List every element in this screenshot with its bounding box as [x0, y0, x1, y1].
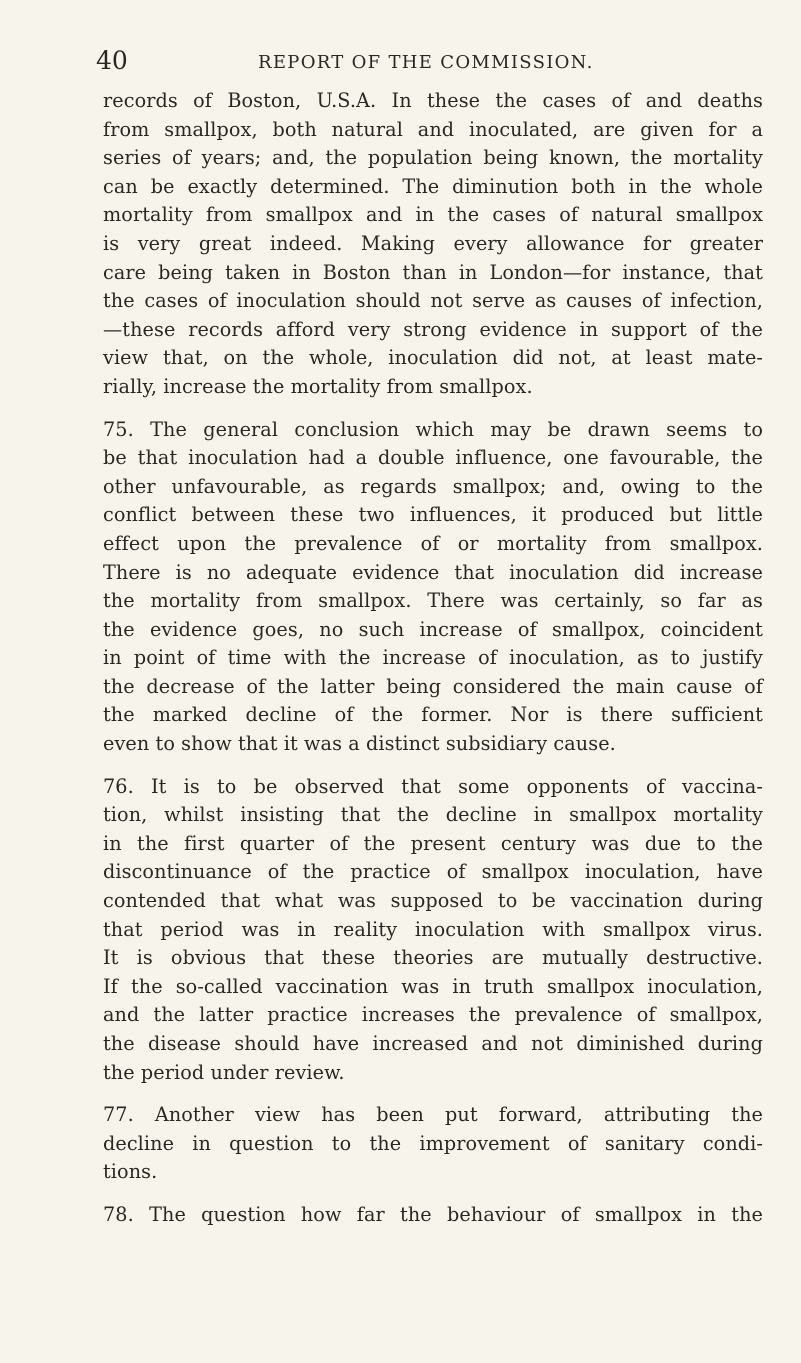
- text-line: care being taken in Boston than in London—for instance, that: [103, 260, 763, 284]
- text-line: the cases of inoculation should not serve as causes of infection,: [103, 289, 763, 313]
- text-line: —these records afford very strong evidence in support of the: [103, 317, 763, 341]
- text-line: in point of time with the increase of inoculation, as to justify: [103, 646, 763, 670]
- text-line: 75. The general conclusion which may be drawn seems to: [103, 417, 763, 441]
- text-line: records of Boston, U.S.A. In these the cases of and deaths: [103, 89, 763, 112]
- page-number: 40: [96, 46, 128, 75]
- text-line: contended that what was supposed to be vaccination during: [103, 889, 763, 913]
- page-header: [0, 46, 801, 86]
- text-line: is very great indeed. Making every allowance for greater: [103, 231, 763, 255]
- text-line: It is obvious that these theories are mutually destructive.: [103, 946, 763, 970]
- text-line: mortality from smallpox and in the cases of natural smallpox: [103, 203, 763, 227]
- text-line: tions.: [103, 1160, 158, 1184]
- text-line: 78. The question how far the behaviour of smallpox in the: [103, 1202, 763, 1226]
- text-line: There is no adequate evidence that inoculation did increase: [103, 560, 763, 584]
- text-line: and the latter practice increases the prevalence of smallpox,: [103, 1003, 763, 1027]
- text-line: even to show that it was a distinct subsidiary cause.: [103, 732, 616, 756]
- text-line: series of years; and, the population being known, the mortality: [103, 146, 763, 170]
- text-line: conflict between these two influences, it produced but little: [103, 503, 763, 527]
- text-line: decline in question to the improvement of sanitary condi-: [103, 1131, 763, 1155]
- text-line: the marked decline of the former. Nor is there sufficient: [103, 703, 763, 727]
- text-line: from smallpox, both natural and inoculated, are given for a: [103, 117, 763, 141]
- text-line: the decrease of the latter being considered the main cause of: [103, 674, 763, 698]
- text-line: the period under review.: [103, 1060, 345, 1084]
- text-line: 76. It is to be observed that some opponents of vaccina-: [103, 774, 763, 798]
- paragraph-76: [103, 773, 763, 1088]
- paragraph-77: [103, 1101, 763, 1187]
- text-line: the disease should have increased and not diminished during: [103, 1032, 763, 1055]
- text-line: tion, whilst insisting that the decline in smallpox mortality: [103, 803, 763, 827]
- text-line: If the so-called vaccination was in truth smallpox inoculation,: [103, 974, 763, 998]
- text-line: that period was in reality inoculation with smallpox virus.: [103, 917, 763, 941]
- text-line: other unfavourable, as regards smallpox; and, owing to the: [103, 474, 763, 498]
- paragraph-boston-records: [103, 87, 763, 402]
- text-line: can be exactly determined. The diminution both in the whole: [103, 174, 763, 198]
- text-line: discontinuance of the practice of smallpox inoculation, have: [103, 860, 763, 884]
- text-line: rially, increase the mortality from smallpox.: [103, 374, 533, 398]
- running-head: REPORT OF THE COMMISSION.: [258, 52, 594, 73]
- text-line: effect upon the prevalence of or mortality from smallpox.: [103, 531, 763, 555]
- text-line: be that inoculation had a double influence, one favourable, the: [103, 446, 763, 470]
- body-text: [103, 87, 763, 1244]
- text-line: the mortality from smallpox. There was certainly, so far as: [103, 589, 763, 613]
- text-line: 77. Another view has been put forward, attributing the: [103, 1103, 763, 1127]
- text-line: in the first quarter of the present century was due to the: [103, 831, 763, 855]
- text-line: view that, on the whole, inoculation did not, at least mate-: [103, 346, 763, 370]
- paragraph-75: [103, 416, 763, 759]
- text-line: the evidence goes, no such increase of smallpox, coincident: [103, 617, 763, 641]
- paragraph-78: [103, 1201, 763, 1230]
